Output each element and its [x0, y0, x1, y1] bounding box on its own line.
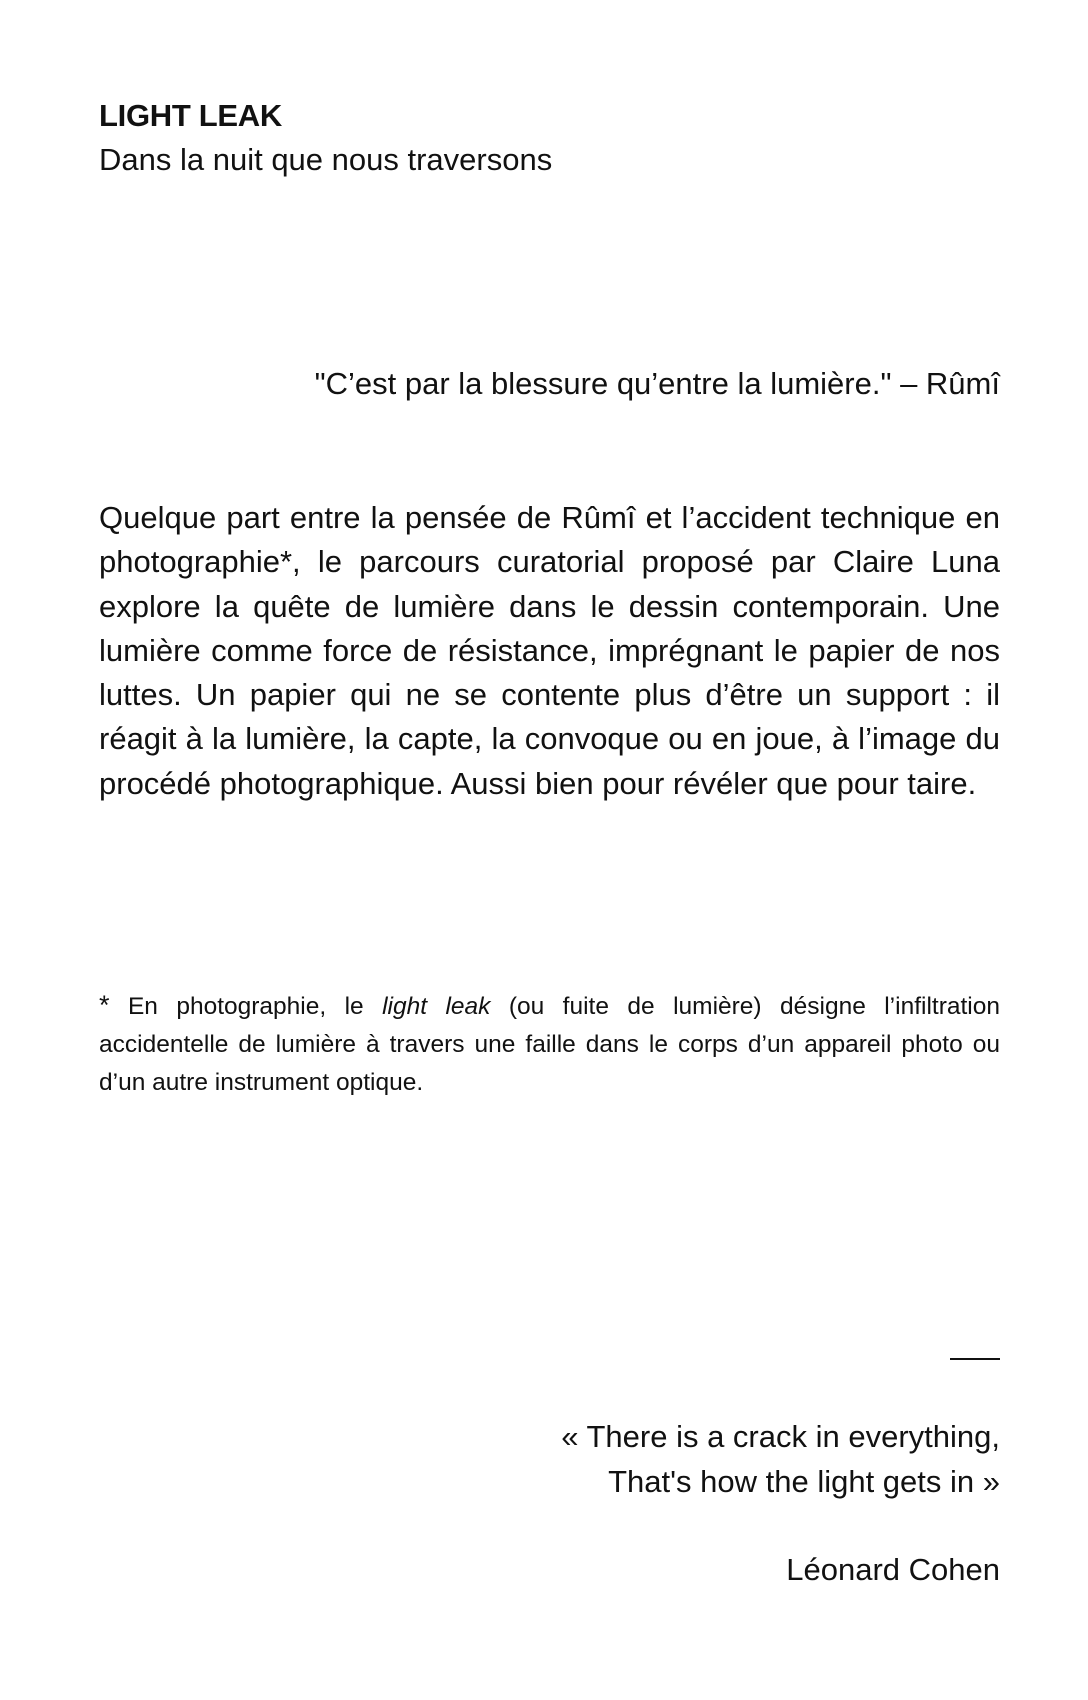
epigraph-quote: "C’est par la blessure qu’entre la lumière." – Rûmî: [314, 366, 1000, 401]
footnote-marker: *: [99, 990, 110, 1020]
closing-quote-line-1: « There is a crack in everything,: [561, 1419, 1000, 1454]
closing-quote: [561, 1414, 1000, 1504]
document-title: LIGHT LEAK: [99, 98, 282, 133]
footnote-text-after: (ou fuite de lumière) désigne l’infiltration accidentelle de lumière à travers une faille dans le corps d’un appareil photo ou d’un autre instrument optique.: [99, 993, 1000, 1096]
body-paragraph: Quelque part entre la pensée de Rûmî et l’accident technique en photographie*, le parcours curatorial proposé par Claire Luna explore la quête de lumière dans le dessin contemporain. Une lumière comme force de résistance, imprégnant le papier de nos luttes. Un papier qui ne se contente plus d’être un support : il réagit à la lumière, la capte, la convoque ou en joue, à l’image du procédé photographique. Aussi bien pour révéler que pour taire.: [99, 500, 1000, 801]
document-subtitle: Dans la nuit que nous traversons: [99, 142, 553, 177]
separator-line: [950, 1358, 1000, 1360]
footnote: [99, 986, 1000, 1102]
footnote-text-before: En photographie, le: [109, 993, 383, 1020]
footnote-term: light leak: [382, 993, 491, 1020]
quote-author: Léonard Cohen: [786, 1552, 1000, 1587]
closing-quote-line-2: That's how the light gets in »: [608, 1464, 1000, 1499]
